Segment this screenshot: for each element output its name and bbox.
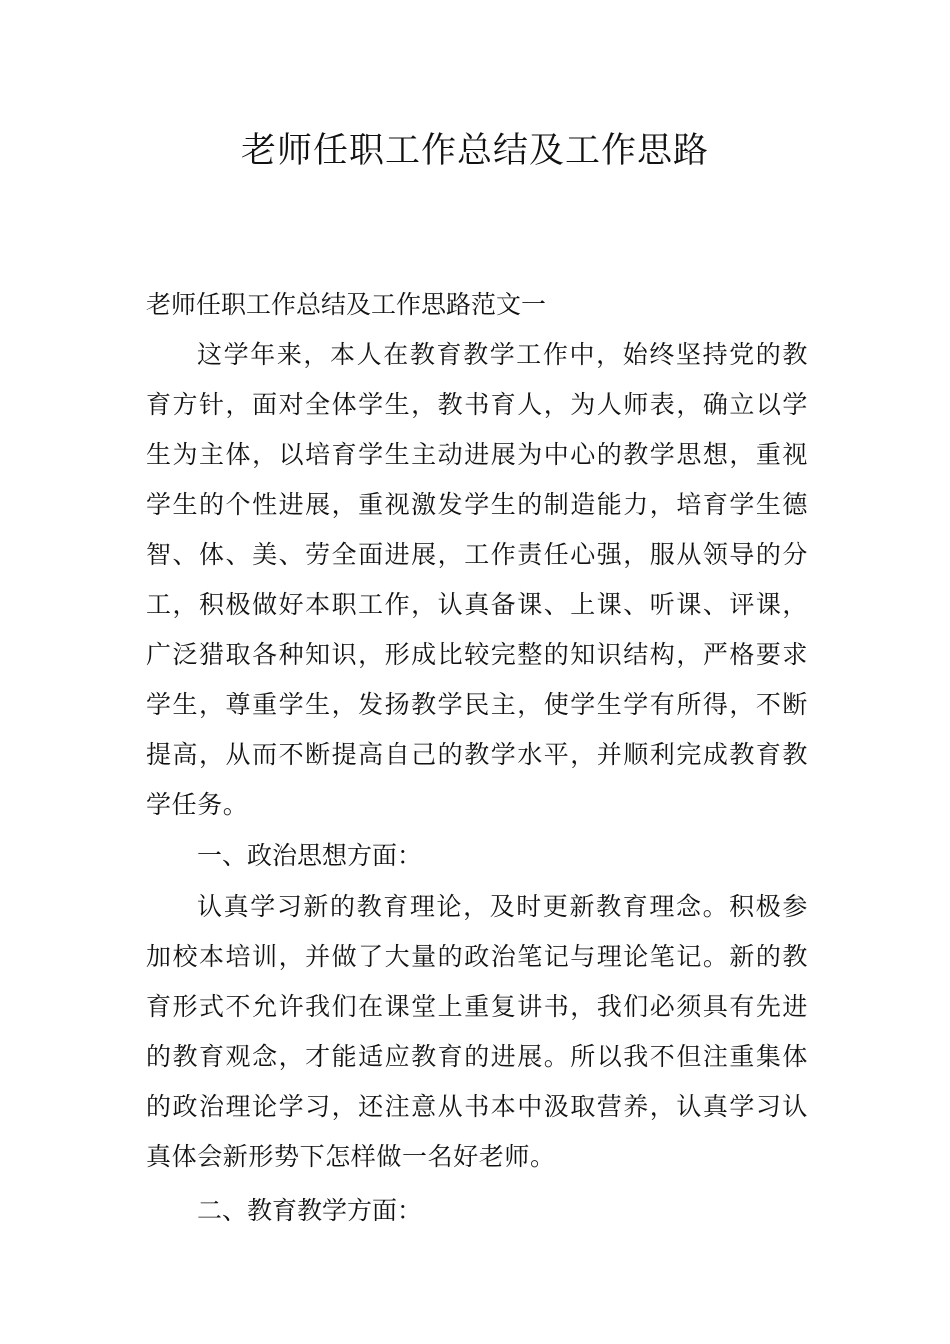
paragraph-intro: 这学年来，本人在教育教学工作中，始终坚持党的教育方针，面对全体学生，教书育人，为人师表，确立以学生为主体，以培育学生主动进展为中心的教学思想，重视学生的个性进展，重视激发学生的制造能力，培育学生德智、体、美、劳全面进展，工作责任心强，服从领导的分工，积极做好本职工作，认真备课、上课、听课、评课，广泛猎取各种知识，形成比较完整的知识结构，严格要求学生，尊重学生，发扬教学民主，使学生学有所得，不断提高，从而不断提高自己的教学水平，并顺利完成教育教学任务。 <box>146 340 808 819</box>
section-heading-political: 一、政治思想方面： <box>197 841 423 870</box>
paragraph-political: 认真学习新的教育理论，及时更新教育理念。积极参加校本培训，并做了大量的政治笔记与理论笔记。新的教育形式不允许我们在课堂上重复讲书，我们必须具有先进的教育观念，才能适应教育的进展。所以我不但注重集体的政治理论学习，还注意从书本中汲取营养，认真学习认真体会新形势下怎样做一名好老师。 <box>146 892 808 1171</box>
document-subheading: 老师任职工作总结及工作思路范文一 <box>146 290 547 319</box>
document-body <box>146 280 808 1236</box>
section-heading-teaching: 二、教育教学方面： <box>197 1196 423 1225</box>
document-title: 老师任职工作总结及工作思路 <box>240 131 709 171</box>
